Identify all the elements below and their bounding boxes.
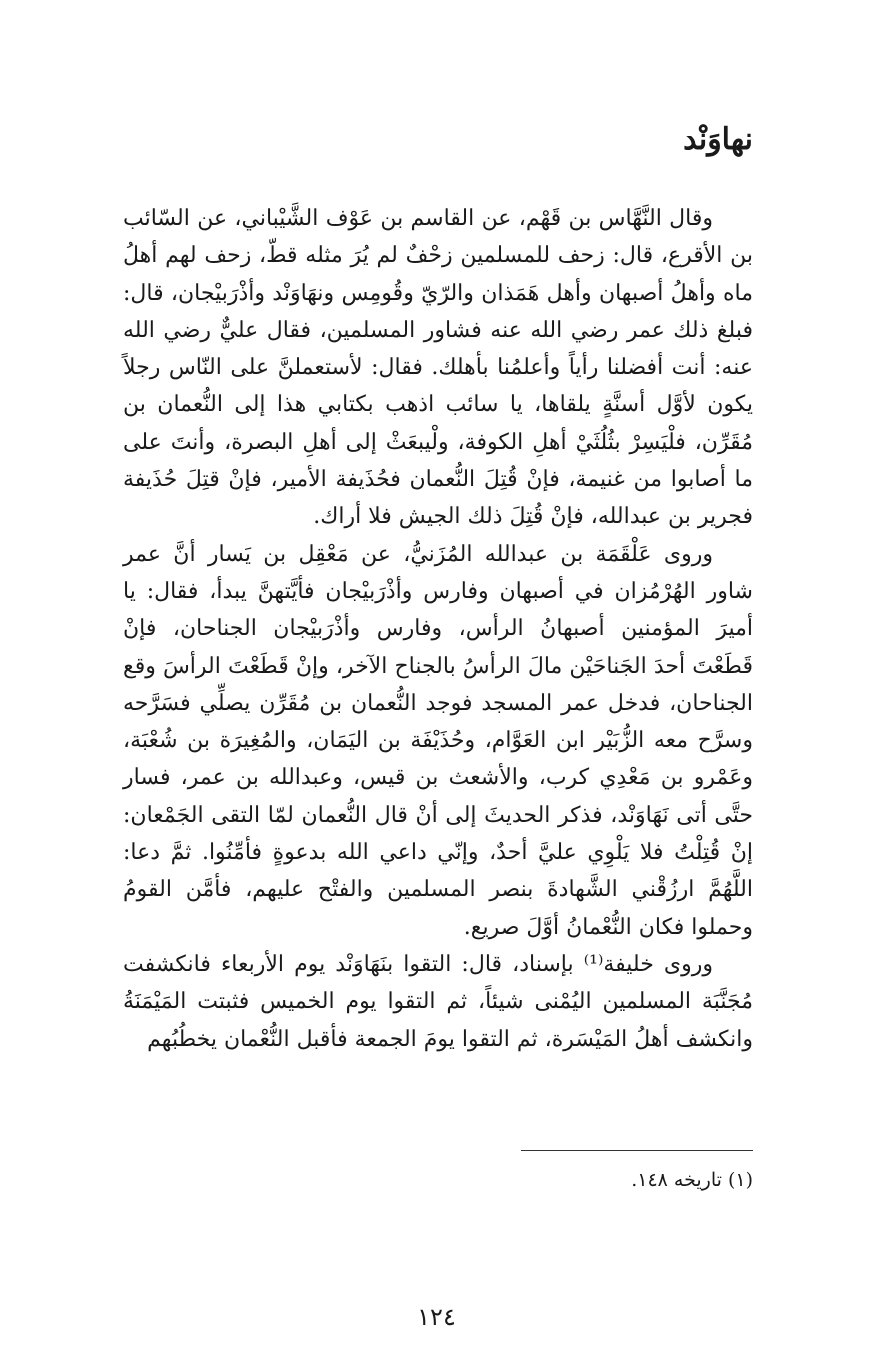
footnote-divider <box>521 1150 753 1151</box>
paragraph-3: وروى خليفة⁽¹⁾ بإسناد، قال: التقوا بنَهَاوَنْد يوم الأربعاء فانكشفت مُجَنَّبَة المسلمين اليُمْنى شيئاً، ثم التقوا يوم الخميس فثبتت المَيْمَنَةُ وانكشف أهلُ المَيْسَرة، ثم التقوا يومَ الجمعة فأقبل النُّعْمان يخطُبُهم <box>123 951 753 1052</box>
footnote: (١) تاريخه ١٤٨. <box>631 1169 753 1191</box>
page-number: ١٢٤ <box>417 1303 456 1331</box>
body-text <box>123 200 753 1058</box>
paragraph-2: وروى عَلْقَمَة بن عبدالله المُزَنيُّ، عن مَعْقِل بن يَسار أنَّ عمر شاور الهُرْمُزان في أصبهان وفارس وأذْرَبيْجان فأيَّتهنَّ يبدأ، فقال: يا أميرَ المؤمنين أصبهانُ الرأس، وفارس وأذْرَبيْجان الجناحان، فإنْ قَطَعْتَ أحدَ الجَناحَيْن مالَ الرأسُ بالجناح الآخر، وإنْ قَطَعْتَ الرأسَ وقع الجناحان، فدخل عمر المسجد فوجد النُّعمان بن مُقَرِّن يصلِّي فسَرَّحه وسرَّح معه الزُّبَيْر ابن العَوَّام، وحُذَيْفَة بن اليَمَان، والمُغِيرَة بن شُعْبَة، وعَمْرو بن مَعْدِي كرب، والأشعث بن قيس، وعبدالله بن عمر، فسار حتَّى أتى نَهَاوَنْد، فذكر الحديثَ إلى أنْ قال النُّعمان لمّا التقى الجَمْعان: إنْ قُتِلْتُ فلا يَلْوِي عليَّ أحدٌ، وإنّي داعي الله بدعوةٍ فأمِّنُوا. ثمَّ دعا: اللَّهُمَّ ارزُقْني الشَّهادةَ بنصر المسلمين والفتْح عليهم، فأمَّن القومُ وحملوا فكان النُّعْمانُ أوَّلَ صريع. <box>123 541 753 940</box>
section-heading: نهاوَنْد <box>683 122 753 157</box>
paragraph-1: وقال النَّهَّاس بن قَهْم، عن القاسم بن عَوْف الشَّيْباني، عن السّائب بن الأقرع، قال: زحف للمسلمين زحْفٌ لم يُرَ مثله قطّ، زحف لهم أهلُ ماه وأهلُ أصبهان وأهل هَمَذان والرّيّ وقُومِس ونهَاوَنْد وأذْرَبيْجان، قال: فبلغ ذلك عمر رضي الله عنه فشاور المسلمين، فقال عليٌّ رضي الله عنه: أنت أفضلنا رأياً وأعلمُنا بأهلك. فقال: لأستعملنَّ على النّاس رجلاً يكون لأوَّل أسنَّةٍ يلقاها، يا سائب اذهب بكتابي هذا إلى النُّعمان بن مُقَرِّن، فلْيَسِرْ بثُلُثَيْ أهلِ الكوفة، ولْيبعَثْ إلى أهلِ البصرة، وأنتَ على ما أصابوا من غنيمة، فإنْ قُتِلَ النُّعمان فحُذَيفة الأمير، فإنْ قتِلَ حُذَيفة فجرير بن عبدالله، فإنْ قُتِلَ ذلك الجيش فلا أراك. <box>123 206 753 530</box>
